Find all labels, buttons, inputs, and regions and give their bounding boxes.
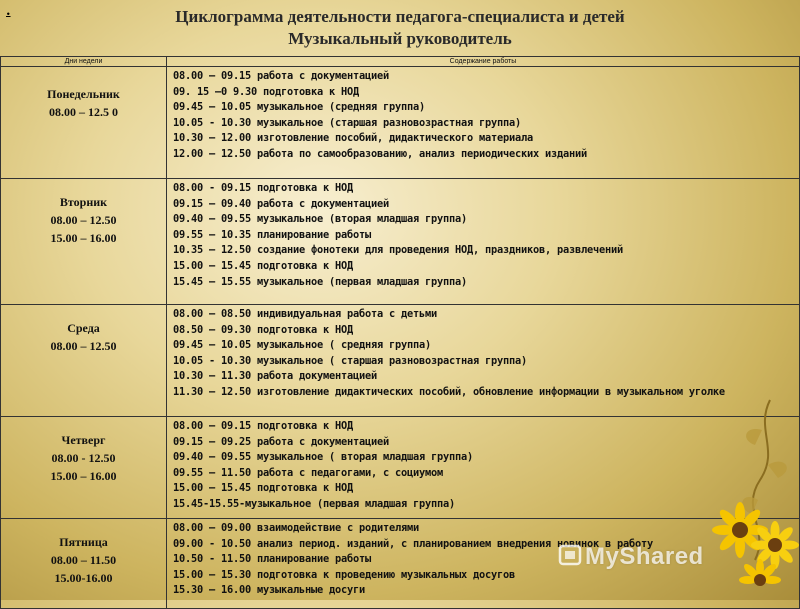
day-name: Четверг: [61, 433, 106, 447]
title-line-2: Музыкальный руководитель: [288, 29, 512, 48]
activity-line: 15.00 – 15.30 подготовка к проведению музыкальных досугов: [173, 568, 515, 581]
activity-line: 08.50 – 09.30 подготовка к НОД: [173, 323, 353, 336]
day-time: 15.00 – 16.00: [50, 469, 117, 483]
table-row: [1, 305, 800, 417]
activity-line: 12.00 – 12.50 работа по самообразованию, анализ периодических изданий: [173, 147, 587, 160]
title-line-1: Циклограмма деятельности педагога-специалиста и детей: [175, 7, 625, 26]
activity-line: 10.30 – 12.00 изготовление пособий, дидактического материала: [173, 132, 533, 145]
day-cell: [1, 179, 167, 305]
day-cell: [1, 305, 167, 417]
activity-line: 15.30 – 16.00 музыкальные досуги: [173, 584, 365, 597]
day-name: Вторник: [59, 195, 108, 209]
activity-line: 09.45 – 10.05 музыкальное (средняя группа): [173, 101, 425, 114]
activity-line: 09.00 - 10.50 анализ период. изданий, с планированием внедрения новинок в работу: [173, 537, 653, 550]
activity-line: 09.15 – 09.25 работа с документацией: [173, 435, 389, 448]
activities-cell: [167, 67, 800, 179]
activity-line: 08.00 - 09.15 подготовка к НОД: [173, 182, 353, 194]
activity-line: 15.45 – 15.55 музыкальное (первая младшая группа): [173, 275, 467, 288]
activity-line: 10.05 - 10.30 музыкальное ( старшая разновозрастная группа): [173, 354, 527, 367]
activity-line: 11.30 – 12.50 изготовление дидактических пособий, обновление информации в музыкальном уголке: [173, 385, 725, 398]
day-time: 08.00 – 12.50: [50, 213, 117, 227]
activity-line: 08.00 – 09.15 работа с документацией: [173, 70, 389, 82]
activity-line: 15.00 – 15.45 подготовка к НОД: [173, 482, 353, 495]
header-content: Содержание работы: [167, 57, 800, 67]
table-row: [1, 67, 800, 179]
day-time: 08.00 – 12.5 0: [49, 105, 118, 119]
table-header-row: [1, 57, 800, 67]
activity-line: 09.55 – 11.50 работа с педагогами, с социумом: [173, 466, 443, 479]
activity-line: 09.40 – 09.55 музыкальное ( вторая младшая группа): [173, 451, 473, 464]
activity-line: 09. 15 –0 9.30 подготовка к НОД: [173, 85, 359, 98]
activity-line: 09.45 – 10.05 музыкальное ( средняя группа): [173, 339, 431, 352]
myshared-logo-icon: [557, 542, 583, 568]
activity-line: 09.15 – 09.40 работа с документацией: [173, 197, 389, 210]
day-name: Понедельник: [47, 87, 120, 101]
day-time: 08.00 – 12.50: [50, 339, 117, 353]
day-cell: [1, 67, 167, 179]
activity-line: 10.50 - 11.50 планирование работы: [173, 553, 371, 566]
day-cell: [1, 417, 167, 519]
schedule-table: [0, 56, 800, 609]
table-row: [1, 179, 800, 305]
page-title: [0, 6, 800, 50]
watermark: MyShared: [585, 543, 704, 570]
day-time: 15.00-16.00: [54, 571, 113, 585]
sunflower-decoration: [700, 390, 800, 600]
table-row: [1, 417, 800, 519]
activity-line: 08.00 – 09.00 взаимодействие с родителями: [173, 522, 419, 534]
activity-line: 09.40 – 09.55 музыкальное (вторая младшая группа): [173, 213, 467, 226]
activity-line: 08.00 – 08.50 индивидуальная работа с детьми: [173, 308, 437, 320]
day-time: 08.00 – 11.50: [50, 553, 117, 567]
activity-line: 10.05 - 10.30 музыкальное (старшая разновозрастная группа): [173, 116, 521, 129]
activity-line: 10.30 – 11.30 работа документацией: [173, 370, 377, 383]
header-days: Дни недели: [1, 57, 167, 67]
activity-line: 10.35 – 12.50 создание фонотеки для проведения НОД, праздников, развлечений: [173, 244, 623, 257]
day-time: 08.00 - 12.50: [51, 451, 116, 465]
activity-line: 08.00 – 09.15 подготовка к НОД: [173, 420, 353, 432]
day-cell: [1, 519, 167, 609]
day-name: Среда: [67, 321, 100, 335]
day-name: Пятница: [59, 535, 108, 549]
day-time: 15.00 – 16.00: [50, 231, 117, 245]
activities-cell: [167, 179, 800, 305]
activity-line: 15.00 – 15.45 подготовка к НОД: [173, 259, 353, 272]
activity-line: 09.55 – 10.35 планирование работы: [173, 228, 371, 241]
slide-marker: .: [6, 4, 11, 19]
activity-line: 15.45-15.55-музыкальное (первая младшая группа): [173, 497, 455, 510]
